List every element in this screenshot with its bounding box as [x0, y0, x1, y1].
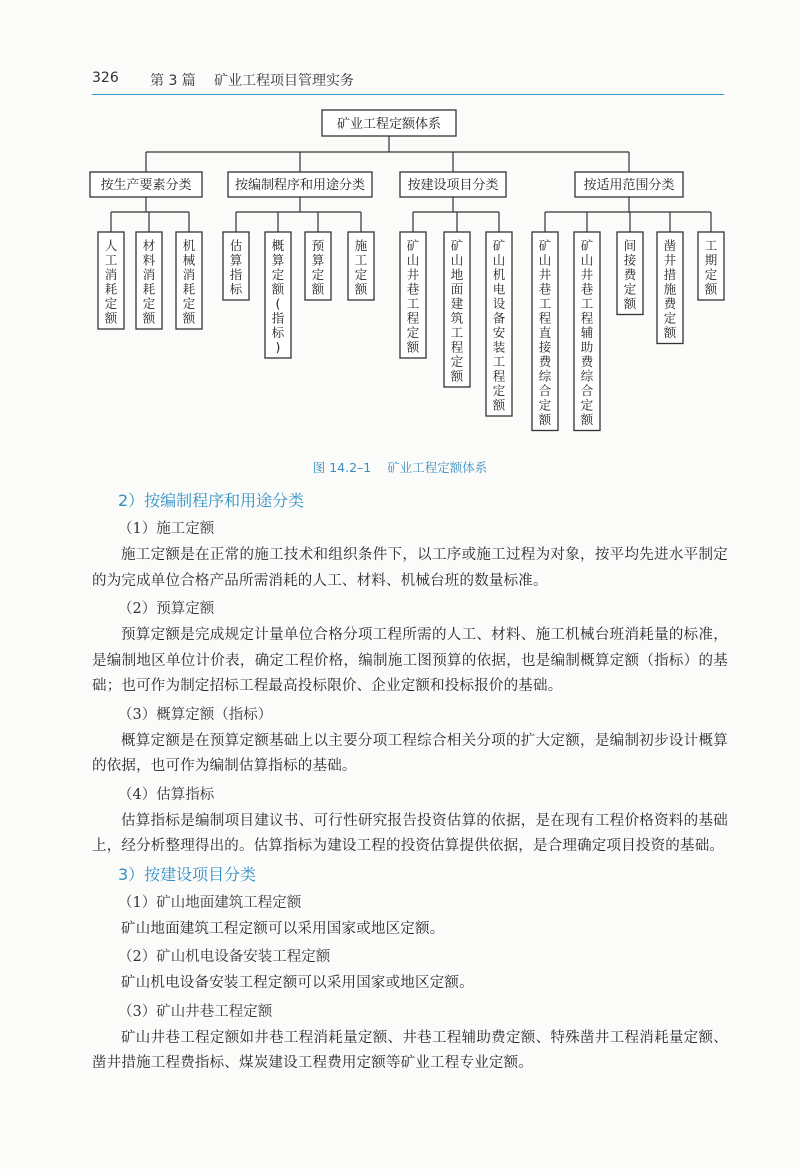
item-label: 人工消耗定额	[104, 238, 118, 326]
section-title: 矿业工程项目管理实务	[214, 73, 354, 89]
subheading-surface-building: （1）矿山地面建筑工程定额	[118, 894, 302, 911]
paragraph-shaft-roadway: 矿山井巷工程定额如井巷工程消耗量定额、井巷工程辅助费定额、特殊凿井工程消耗量定额、凿井措施工程费指标、煤炭建设工程费用定额等矿业工程专业定额。	[92, 1029, 728, 1071]
category-label: 按编制程序和用途分类	[234, 178, 366, 193]
figure-caption	[0, 458, 800, 476]
category-label: 按建设项目分类	[407, 178, 499, 193]
body-text	[92, 488, 728, 1079]
figure-number: 图 14.2–1	[312, 460, 372, 475]
subheading-electromechanical: （2）矿山机电设备安装工程定额	[118, 949, 331, 965]
figure-title: 矿业工程定额体系	[387, 460, 488, 475]
section-heading-2: 2）按编制程序和用途分类	[118, 491, 305, 510]
item-label: 施工定额	[354, 238, 368, 297]
item-label: 凿井措施费定额	[663, 238, 677, 340]
item-label: 机械消耗定额	[182, 238, 196, 326]
item-label: 矿山井巷工程定额	[406, 238, 420, 355]
paragraph-electromechanical: 矿山机电设备安装工程定额可以采用国家或地区定额。	[121, 975, 474, 991]
subheading-shaft-roadway: （3）矿山井巷工程定额	[118, 1003, 273, 1020]
item-label: 预算定额	[311, 238, 325, 297]
item-label: 工期定额	[704, 238, 718, 297]
page-number: 326	[92, 70, 119, 86]
paragraph-budget-quota: 预算定额是完成规定计量单位合格分项工程所需的人工、材料、施工机械台班消耗量的标准，是编制地区单位计价表，确定工程价格，编制施工图预算的依据，也是编制概算定额（指标）的基础；也可作为制定招标工程最高投标限价、企业定额和投标报价的基础。	[92, 627, 728, 694]
paragraph-surface-building: 矿山地面建筑工程定额可以采用国家或地区定额。	[121, 920, 445, 937]
subheading-budget-quota: （2）预算定额	[118, 601, 215, 617]
category-label: 按生产要素分类	[100, 178, 192, 193]
quota-system-diagram	[0, 100, 800, 455]
item-label: 间接费定额	[623, 238, 637, 311]
subheading-construction-quota: （1）施工定额	[118, 521, 215, 537]
item-label: 概算定额(指标)	[271, 238, 285, 355]
part-label: 第 3 篇	[150, 73, 196, 89]
section-heading-3: 3）按建设项目分类	[118, 864, 257, 884]
item-label: 矿山井巷工程直接费综合定额	[538, 238, 552, 427]
paragraph-estimation-index: 估算指标是编制项目建议书、可行性研究报告投资估算的依据，是在现有工程价格资料的基础上，经分析整理得出的。估算指标为建设工程的投资估算提供依据，是合理确定项目投资的基础。	[92, 812, 728, 854]
category-label: 按适用范围分类	[583, 178, 675, 193]
item-label: 材料消耗定额	[142, 238, 156, 326]
item-label: 估算指标	[229, 238, 243, 297]
paragraph-estimate-quota: 概算定额是在预算定额基础上以主要分项工程综合相关分项的扩大定额，是编制初步设计概算的依据，也可作为编制估算指标的基础。	[92, 732, 728, 774]
item-label: 矿山地面建筑工程定额	[450, 238, 464, 384]
page-header	[92, 66, 724, 95]
paragraph-construction-quota: 施工定额是在正常的施工技术和组织条件下，以工序或施工过程为对象，按平均先进水平制定的为完成单位合格产品所需消耗的人工、材料、机械台班的数量标准。	[92, 547, 728, 589]
item-label: 矿山机电设备安装工程定额	[492, 238, 506, 413]
item-label: 矿山井巷工程辅助费综合定额	[580, 238, 594, 427]
subheading-estimation-index: （4）估算指标	[118, 786, 215, 803]
root-label: 矿业工程定额体系	[336, 117, 442, 132]
subheading-estimate-quota: （3）概算定额（指标）	[118, 706, 273, 723]
